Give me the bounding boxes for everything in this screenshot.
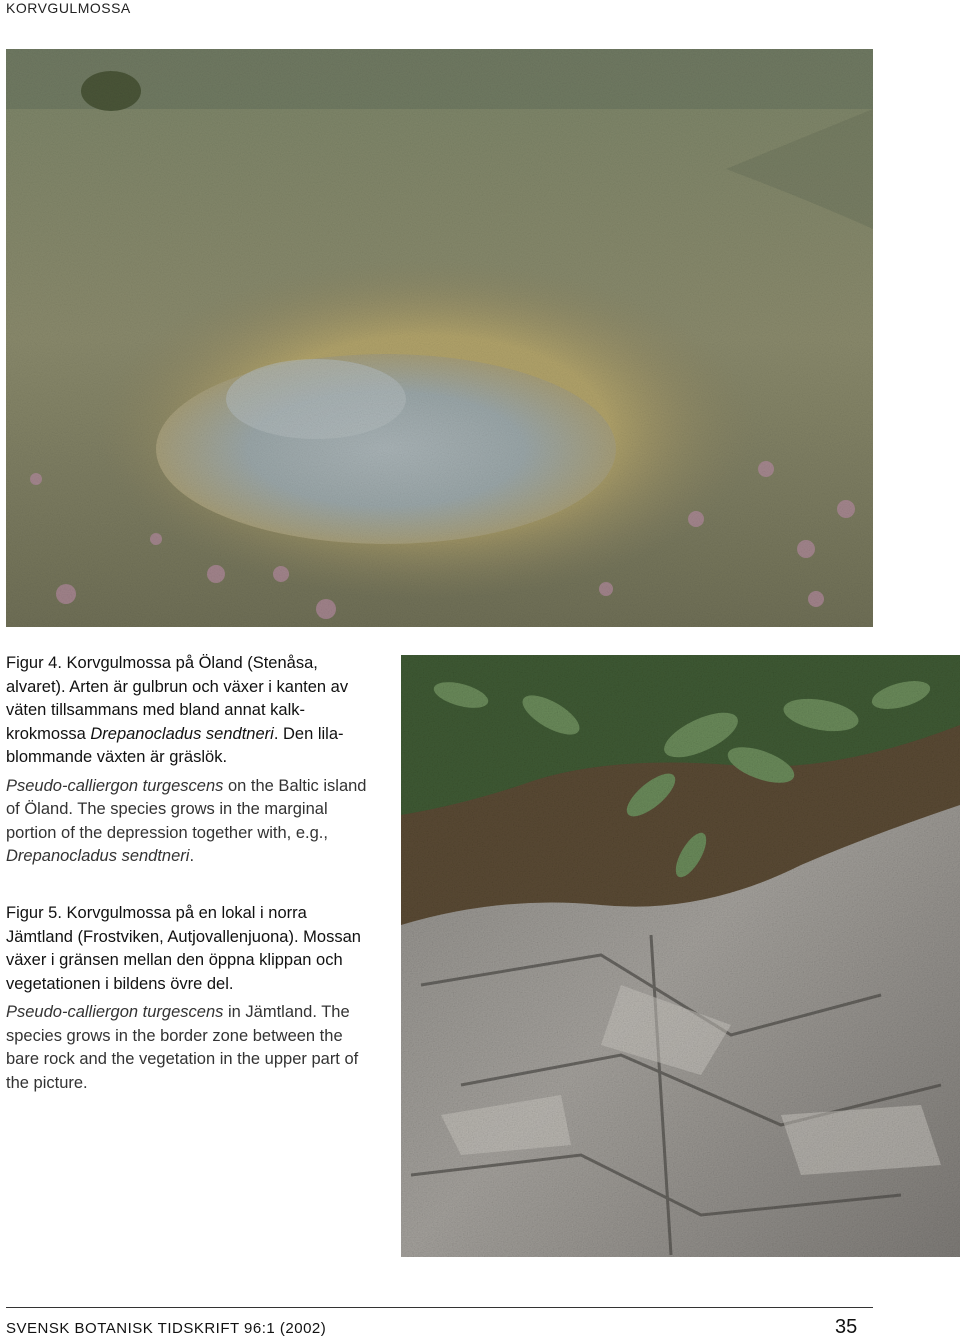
figure-4-label: Figur 4. — [6, 654, 62, 672]
figure-4-en-species-2: Drepanocladus sendtneri — [6, 847, 190, 865]
figure-4-en-text-2: . — [189, 847, 195, 865]
figure-4-caption-swedish — [6, 652, 371, 770]
figure-4-caption-english — [6, 775, 371, 869]
figure-5-en-species: Pseudo-calliergon turgescens — [6, 1003, 224, 1021]
figure-5-text: Korvgulmossa på en lokal i norra Jämtland (Frostviken, Autjovallenjuona). Mossan växer i gränsen mellan den öppna klippan och vegetationen i bildens övre del. — [6, 904, 361, 993]
figure-4-text-1: Korvgulmossa på Öland (Stenåsa, alvaret). Arten är gulbrun och växer i kanten av väten tillsammans med bland annat kalk-krokmossa — [6, 654, 349, 743]
figure-5-photo — [401, 655, 960, 1257]
figure-4-photo — [6, 49, 873, 627]
footer-journal-title: SVENSK BOTANISK TIDSKRIFT 96:1 (2002) — [6, 1320, 327, 1337]
figure-4-species: Drepanocladus sendtneri — [90, 724, 274, 743]
figure-4-en-species: Pseudo-calliergon turgescens — [6, 776, 224, 795]
footer-divider — [6, 1307, 873, 1308]
figure-5-label: Figur 5. — [6, 904, 62, 922]
figure-4-en-text-1: on the Baltic island of Öland. The species grows in the marginal portion of the depression together with, e.g., — [6, 776, 367, 842]
figure-5-caption-english — [6, 1001, 371, 1095]
page-number: 35 — [835, 1316, 858, 1338]
figure-5-caption — [6, 902, 371, 1095]
figure-4-caption — [6, 652, 371, 869]
figure-5-en-text: in Jämtland. The species grows in the border zone between the bare rock and the vegetation in the upper part of the picture. — [6, 1003, 359, 1092]
figure-5-caption-swedish — [6, 902, 371, 996]
running-title: KORVGULMOSSA — [6, 0, 131, 16]
figure-4-text-2: . Den lila-blommande växten är gräslök. — [6, 724, 344, 766]
